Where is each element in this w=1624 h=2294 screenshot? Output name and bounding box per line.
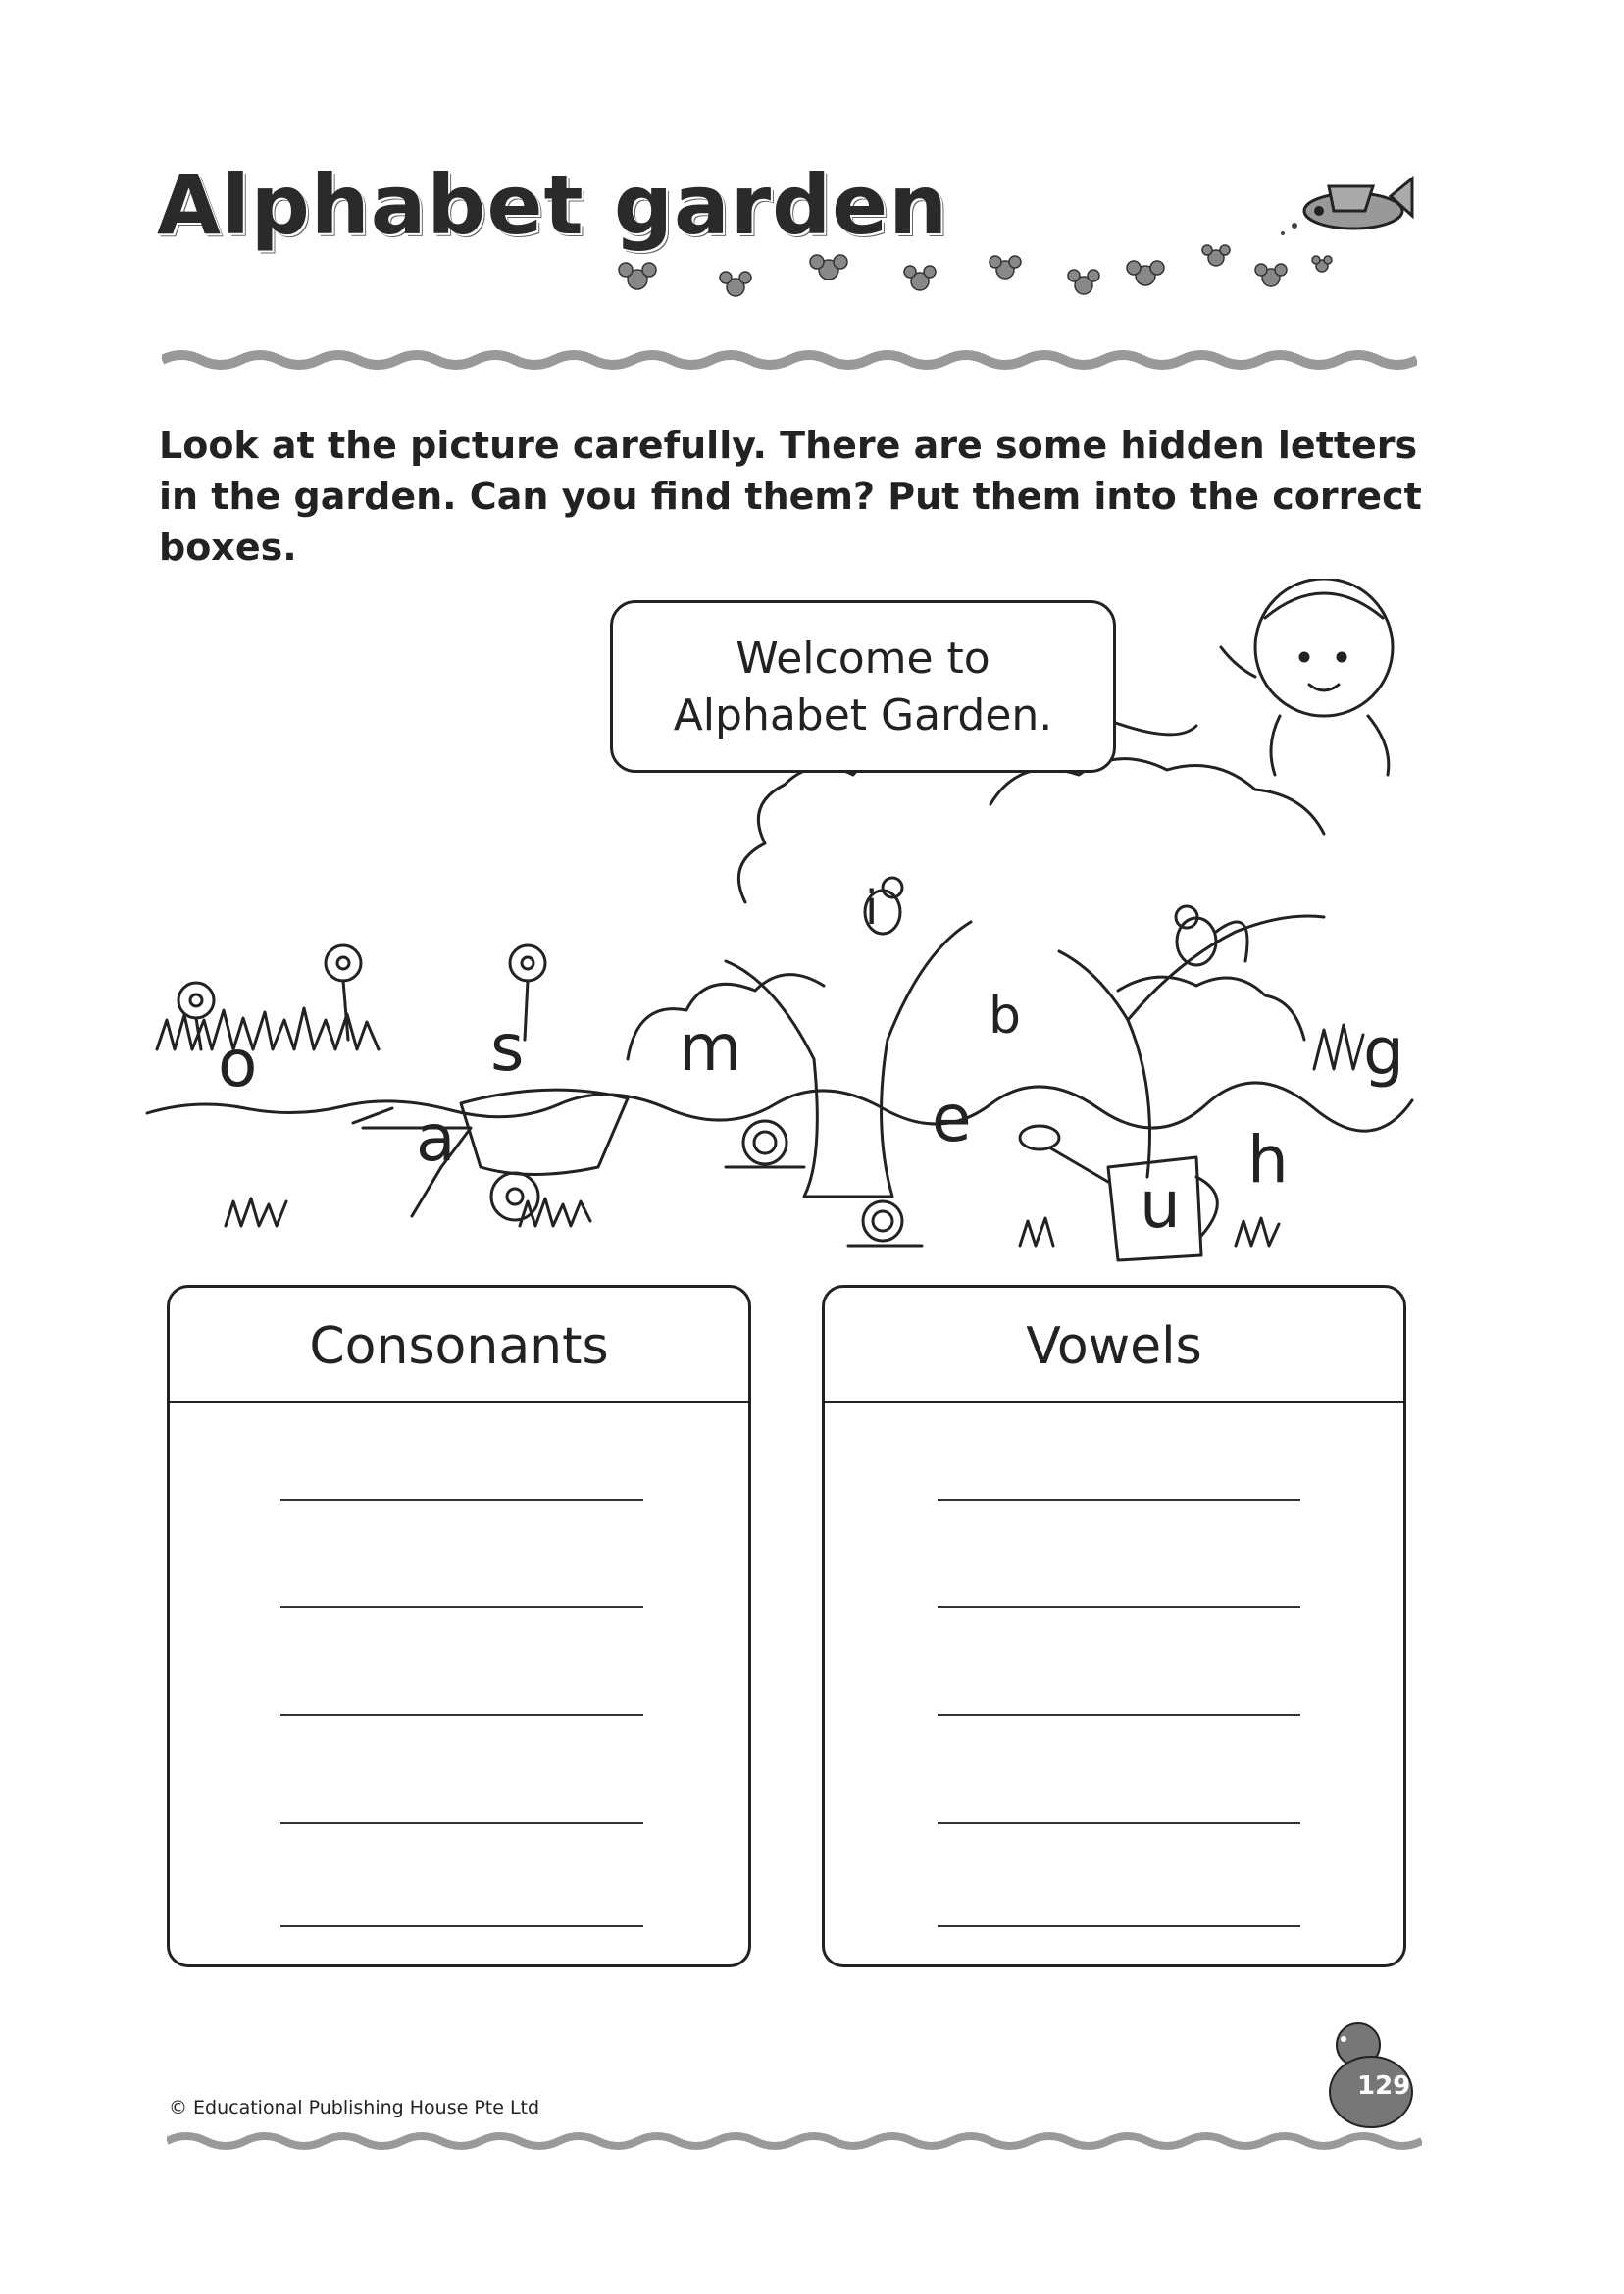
hidden-letter-u: u [1140, 1167, 1181, 1243]
copyright-text: © Educational Publishing House Pte Ltd [169, 2097, 540, 2118]
consonant-answer-line-5[interactable] [280, 1925, 643, 1927]
vowel-answer-line-5[interactable] [938, 1925, 1300, 1927]
airplane-icon [1275, 157, 1422, 255]
vowels-box [822, 1285, 1406, 1967]
hidden-letter-i: i [865, 881, 879, 936]
consonant-answer-line-2[interactable] [280, 1606, 643, 1608]
instructions-text: Look at the picture carefully. There are some hidden letters in the garden. Can you find them? Put them into the correct boxes. [159, 424, 1422, 569]
vowel-answer-line-1[interactable] [938, 1499, 1300, 1501]
page-number: 129 [1357, 2071, 1411, 2101]
consonant-answer-line-1[interactable] [280, 1499, 643, 1501]
hidden-letter-s: s [490, 1010, 525, 1086]
speech-bubble [610, 600, 1116, 773]
speech-bubble-text [613, 631, 1113, 744]
hidden-letter-h: h [1247, 1122, 1289, 1198]
hidden-letter-a: a [416, 1100, 456, 1176]
hidden-letter-b: b [989, 987, 1022, 1045]
vowel-answer-line-4[interactable] [938, 1822, 1300, 1824]
page-title: Alphabet garden [157, 157, 949, 253]
top-divider [162, 345, 1417, 375]
vowels-header: Vowels [825, 1288, 1403, 1403]
consonant-answer-line-4[interactable] [280, 1822, 643, 1824]
consonants-header: Consonants [170, 1288, 748, 1403]
vowel-answer-line-2[interactable] [938, 1606, 1300, 1608]
consonants-box [167, 1285, 751, 1967]
speech-line-1: Welcome to [736, 634, 990, 684]
hidden-letter-e: e [932, 1081, 972, 1156]
speech-line-2: Alphabet Garden. [673, 690, 1053, 740]
vowel-answer-line-3[interactable] [938, 1714, 1300, 1716]
hidden-letter-g: g [1363, 1014, 1404, 1090]
consonant-answer-line-3[interactable] [280, 1714, 643, 1716]
bottom-divider [167, 2126, 1422, 2156]
hidden-letter-o: o [218, 1026, 258, 1101]
hidden-letter-m: m [679, 1010, 742, 1086]
